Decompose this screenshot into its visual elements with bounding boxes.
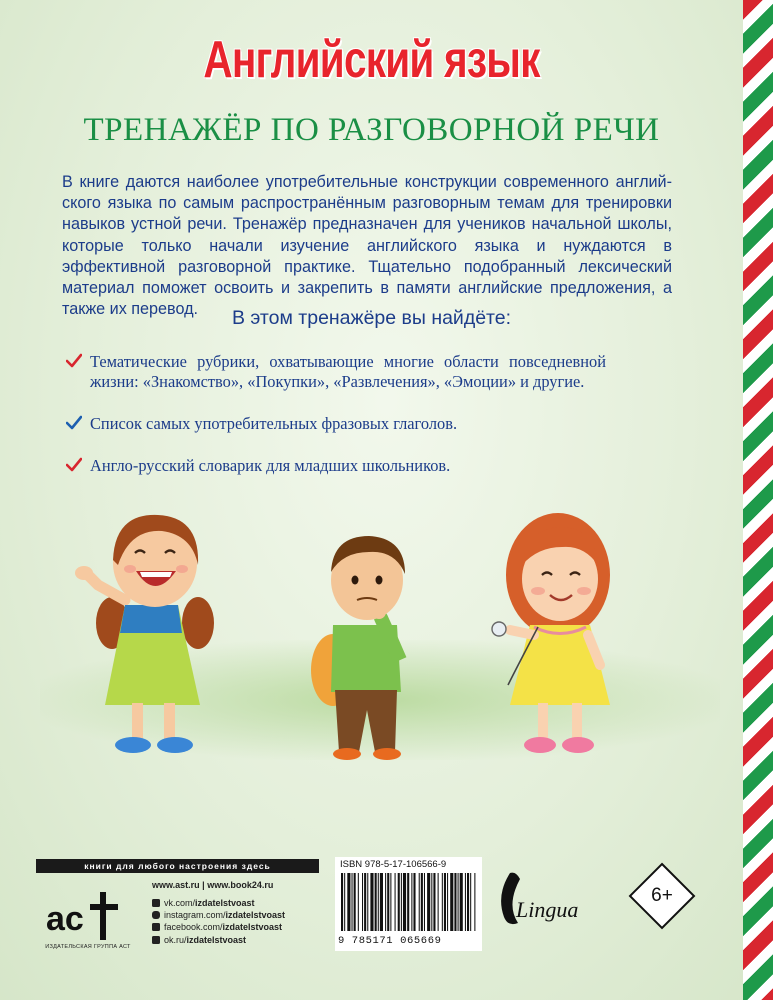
barcode-bar xyxy=(442,873,443,931)
barcode-bar xyxy=(474,873,475,931)
intro-paragraph: В книге даются наиболее употребительные конструкции современного англий-ского языка по самым распространённым разговорным темам для тренировки навыков устной речи. Тренажёр предназначен для учеников начальной школы, которые только начали изучение английского языка и нуждаются в эффективной разговорной практике. Тщательно подобранный лексический материал поможет освоить и закрепить в памяти английские предложения, а также их перевод. xyxy=(62,173,672,319)
barcode-bar xyxy=(421,873,423,931)
lingua-logo xyxy=(490,865,600,935)
barcode-bar xyxy=(458,873,459,931)
social-link-ok[interactable]: ok.ru/izdatelstvoast xyxy=(152,934,285,946)
barcode-bar xyxy=(375,873,377,931)
social-link-vk[interactable]: vk.com/izdatelstvoast xyxy=(152,897,285,909)
barcode-bar xyxy=(380,873,383,931)
barcode-bar xyxy=(378,873,379,931)
svg-text:Lingua: Lingua xyxy=(516,897,579,922)
barcode-bar xyxy=(367,873,368,931)
barcode-bar xyxy=(398,873,400,931)
barcode-bar xyxy=(364,873,366,931)
barcode-bar xyxy=(450,873,453,931)
barcode-bar xyxy=(460,873,463,931)
candy-stripe-border xyxy=(743,0,773,1000)
book-subtitle: ТРЕНАЖЁР ПО РАЗГОВОРНОЙ РЕЧИ xyxy=(83,112,660,148)
barcode-bar xyxy=(454,873,456,931)
barcode-bar xyxy=(403,873,406,931)
website-links[interactable]: www.ast.ru | www.book24.ru xyxy=(152,880,274,890)
barcode-bar xyxy=(470,873,471,931)
laughing-girl-illustration xyxy=(70,505,230,760)
list-item xyxy=(66,456,606,476)
barcode xyxy=(337,873,481,933)
barcode-bar xyxy=(444,873,446,931)
barcode-bar xyxy=(347,873,350,931)
features-heading: В этом тренажёре вы найдёте: xyxy=(231,307,512,329)
barcode-bar xyxy=(344,873,345,931)
isbn-number: ISBN 978-5-17-106566-9 xyxy=(340,859,447,870)
barcode-bar xyxy=(352,873,353,931)
publisher-caption: ИЗДАТЕЛЬСКАЯ ГРУППА АСТ xyxy=(45,944,131,950)
features-list xyxy=(66,352,606,498)
barcode-bar xyxy=(447,873,448,931)
social-link-instagram[interactable]: instagram.com/izdatelstvoast xyxy=(152,909,285,921)
book-title: Английский язык xyxy=(203,31,540,89)
list-item xyxy=(66,414,606,434)
instagram-icon xyxy=(152,911,160,919)
barcode-bar xyxy=(465,873,466,931)
ast-logo xyxy=(44,886,124,946)
smiling-girl-illustration xyxy=(478,505,628,760)
feature-text: Англо-русский словарик для младших школьников. xyxy=(90,456,451,475)
barcode-bar xyxy=(358,873,359,931)
facebook-icon xyxy=(152,923,160,931)
odnoklassniki-icon xyxy=(152,936,160,944)
social-link-facebook[interactable]: facebook.com/izdatelstvoast xyxy=(152,921,285,933)
feature-text: Список самых употребительных фразовых глаголов. xyxy=(90,414,458,433)
checkmark-icon xyxy=(66,415,82,431)
barcode-bar xyxy=(431,873,432,931)
barcode-bar xyxy=(411,873,412,931)
barcode-digits: 9 785171 065669 xyxy=(338,935,442,947)
list-item xyxy=(66,352,606,392)
barcode-bar xyxy=(424,873,425,931)
barcode-bar xyxy=(387,873,389,931)
barcode-bar xyxy=(401,873,402,931)
barcode-bar xyxy=(341,873,343,931)
barcode-bar xyxy=(413,873,415,931)
feature-text: Тематические рубрики, охватывающие многие области повседневной жизни: «Знакомство», «Покупки», «Развлечения», «Эмоции» и другие. xyxy=(90,352,606,391)
barcode-bar xyxy=(385,873,386,931)
barcode-bar xyxy=(407,873,409,931)
barcode-bar xyxy=(419,873,420,931)
vk-icon xyxy=(152,899,160,907)
checkmark-icon xyxy=(66,353,82,369)
barcode-bar xyxy=(438,873,439,931)
barcode-bar xyxy=(395,873,396,931)
checkmark-icon xyxy=(66,457,82,473)
publisher-tagline: книги для любого настроения здесь xyxy=(36,859,319,873)
social-links xyxy=(152,897,285,946)
barcode-bar xyxy=(362,873,363,931)
barcode-bar xyxy=(433,873,435,931)
barcode-bar xyxy=(390,873,391,931)
age-rating-label: 6+ xyxy=(651,885,673,906)
barcode-bar xyxy=(370,873,373,931)
barcode-bar xyxy=(427,873,430,931)
barcode-bar xyxy=(354,873,356,931)
thinking-boy-illustration xyxy=(305,520,425,760)
svg-text:ас: ас xyxy=(46,900,84,938)
barcode-bar xyxy=(467,873,469,931)
